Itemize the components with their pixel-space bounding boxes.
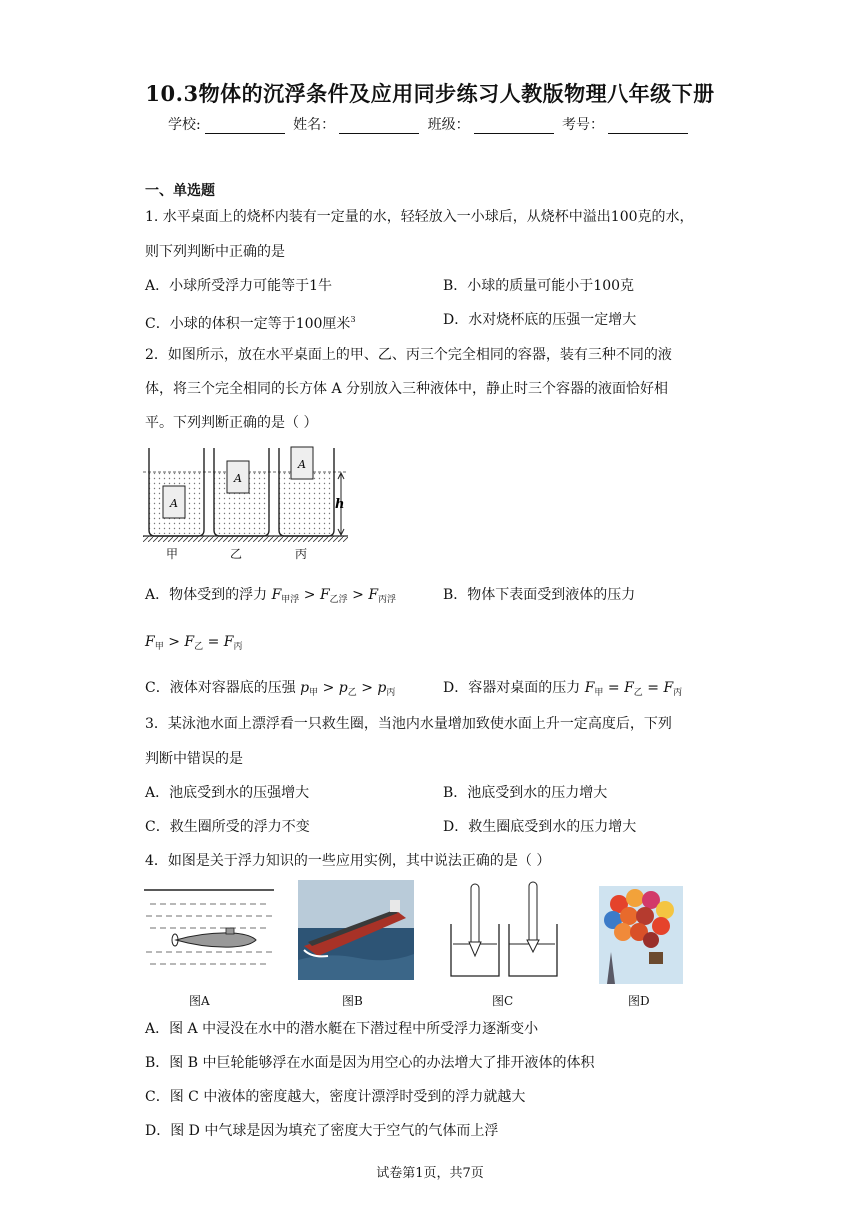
fig-c-label: 图C [492, 994, 514, 1008]
q2-a-s2: 乙浮 [329, 595, 348, 605]
q1-stem-line1: 1. 水平桌面上的烧杯内装有一定量的水，轻轻放入一小球后，从烧杯中溢出100克的水， [145, 209, 694, 225]
fig-b-ship [298, 880, 414, 980]
q3-option-c[interactable]: C．救生圈所受的浮力不变 [145, 819, 310, 835]
fig-label-bing: 丙 [295, 547, 308, 561]
q2-a-gt1: > [303, 587, 316, 603]
block-label-bing: A [298, 458, 306, 471]
q2-b-f1: F [145, 634, 155, 650]
q4-option-a[interactable]: A．图 A 中浸没在水中的潜水艇在下潜过程中所受浮力逐渐变小 [145, 1021, 539, 1037]
school-label: 学校: [167, 117, 201, 133]
q2-b-gt: > [168, 634, 180, 650]
class-label: 班级： [427, 117, 470, 133]
hydrometer2-bulb [527, 940, 539, 952]
page-title: 10.3物体的沉浮条件及应用同步练习人教版物理八年级下册 [145, 81, 715, 106]
q2-d-eq1: = [607, 680, 620, 696]
q2-a-f2: F [319, 587, 330, 603]
q3-option-b[interactable]: B．池底受到水的压力增大 [443, 785, 608, 801]
q1-option-b[interactable]: B．小球的质量可能小于100克 [443, 278, 635, 294]
name-label: 姓名： [293, 117, 336, 133]
q2-c-gt1: > [322, 680, 335, 696]
q2-c-s1: 甲 [309, 688, 319, 698]
q4-option-d[interactable]: D．图 D 中气球是因为填充了密度大于空气的气体而上浮 [145, 1123, 499, 1139]
h-label: h [335, 497, 345, 512]
table-ground [143, 536, 348, 542]
q2-stem-line3: 平。下列判断正确的是（ ） [145, 415, 318, 431]
q2-c-gt2: > [361, 680, 373, 696]
house [649, 952, 663, 964]
q2-d-f3: F [663, 680, 674, 696]
q2-d-s3: 丙 [673, 688, 683, 698]
q2-d-f1: F [584, 680, 595, 696]
section-heading: 一、单选题 [145, 183, 215, 199]
q2-a-s3: 丙浮 [378, 595, 397, 605]
q2-c-p2: p [338, 680, 348, 696]
student-info-line [0, 114, 860, 134]
q2-c-text: C．液体对容器底的压强 [145, 680, 296, 696]
q1-option-d[interactable]: D．水对烧杯底的压强一定增大 [443, 312, 637, 328]
exam-blank[interactable] [608, 119, 688, 134]
q2-containers-figure [143, 442, 348, 560]
q2-d-f2: F [624, 680, 634, 696]
q2-option-d[interactable] [443, 678, 682, 703]
q2-b-f3: F [223, 634, 234, 650]
q3-stem-line2: 判断中错误的是 [145, 751, 243, 767]
q2-a-s1: 甲浮 [281, 595, 300, 605]
page-footer: 试卷第1页，共7页 [376, 1166, 484, 1181]
q4-option-c[interactable]: C．图 C 中液体的密度越大，密度计漂浮时受到的浮力就越大 [145, 1089, 526, 1105]
q2-option-a[interactable] [145, 585, 396, 610]
q2-b-eq: = [207, 634, 220, 650]
q2-d-text: D．容器对桌面的压力 [443, 680, 581, 696]
q1-option-c-text: C．小球的体积一定等于100厘米 [145, 316, 351, 332]
q2-d-s2: 乙 [633, 688, 643, 698]
fig-label-jia: 甲 [166, 547, 179, 561]
q2-a-f1: F [271, 587, 282, 603]
fig-d-label: 图D [628, 994, 650, 1008]
hydrometer2-stem [529, 882, 537, 944]
ship-bridge [390, 900, 400, 912]
q2-stem-line1: 2．如图所示，放在水平桌面上的甲、乙、丙三个完全相同的容器，装有三种不同的液 [145, 347, 672, 363]
fig-label-yi: 乙 [230, 547, 243, 561]
exam-label: 考号： [562, 117, 605, 133]
submarine-tower [226, 928, 234, 934]
liquid-bing [279, 472, 334, 534]
fig-a-submarine [144, 886, 274, 978]
q2-b-f2: F [184, 634, 195, 650]
q1-option-a[interactable]: A．小球所受浮力可能等于1牛 [145, 278, 333, 294]
q2-c-s3: 丙 [386, 688, 396, 698]
q3-option-d[interactable]: D．救生圈底受到水的压力增大 [443, 819, 637, 835]
q2-b-s3: 丙 [233, 642, 243, 652]
q3-option-a[interactable]: A．池底受到水的压强增大 [145, 785, 310, 801]
q4-stem: 4．如图是关于浮力知识的一些应用实例，其中说法正确的是（ ） [145, 853, 551, 869]
q2-c-p3: p [377, 680, 387, 696]
fig-a-label: 图A [189, 994, 210, 1008]
q2-option-b[interactable]: B．物体下表面受到液体的压力 [443, 587, 636, 603]
school-blank[interactable] [205, 119, 285, 134]
fig-c-hydrometers [447, 880, 562, 980]
q2-c-p1: p [300, 680, 310, 696]
q2-c-s2: 乙 [347, 688, 357, 698]
q2-d-eq2: = [647, 680, 659, 696]
q2-b-s1: 甲 [154, 642, 164, 652]
class-blank[interactable] [474, 119, 554, 134]
name-blank[interactable] [339, 119, 419, 134]
q2-d-s1: 甲 [594, 688, 604, 698]
q1-option-c-sup: 3 [350, 315, 356, 324]
fig-d-balloons [599, 886, 683, 984]
q2-option-c[interactable] [145, 678, 395, 703]
q1-stem-line2: 则下列判断中正确的是 [145, 244, 285, 260]
fig-b-label: 图B [342, 994, 363, 1008]
q2-a-gt2: > [352, 587, 364, 603]
q2-stem-line2: 体，将三个完全相同的长方体 A 分别放入三种液体中，静止时三个容器的液面恰好相 [145, 381, 669, 397]
hydrometer1-stem [471, 884, 479, 946]
q2-b-s2: 乙 [194, 642, 204, 652]
q3-stem-line1: 3．某泳池水面上漂浮看一只救生圈，当池内水量增加致使水面上升一定高度后，下列 [145, 716, 672, 732]
q2-option-b-formula [145, 632, 242, 657]
q4-option-b[interactable]: B．图 B 中巨轮能够浮在水面是因为用空心的办法增大了排开液体的体积 [145, 1055, 595, 1071]
block-label-jia: A [170, 497, 178, 510]
block-label-yi: A [234, 472, 242, 485]
q1-option-c[interactable] [145, 310, 356, 334]
q2-a-f3: F [368, 587, 379, 603]
q2-a-text: A．物体受到的浮力 [145, 587, 268, 603]
